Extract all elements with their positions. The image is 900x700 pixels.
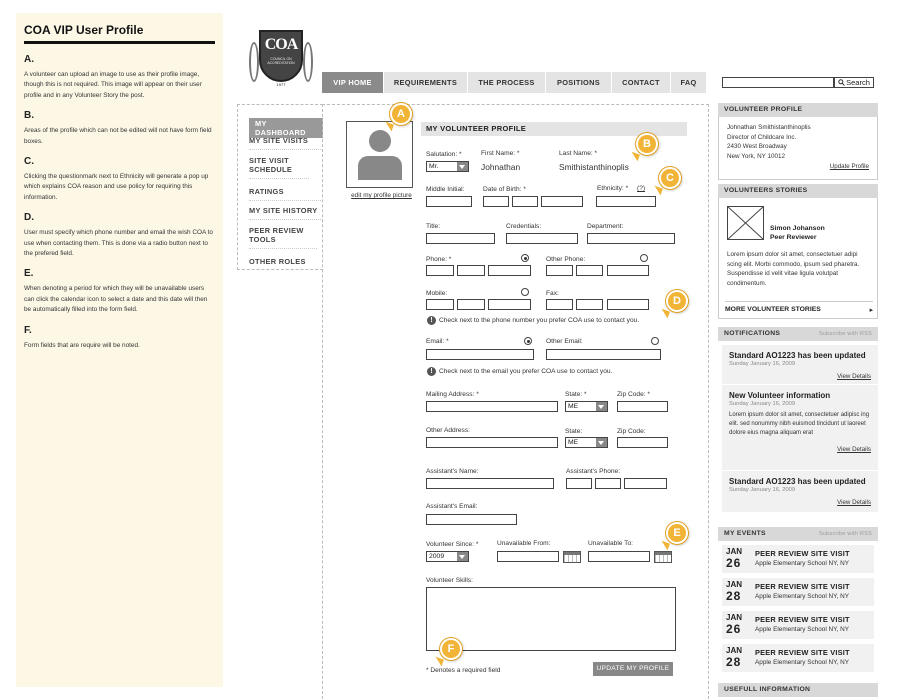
chevron-right-icon: ▸: [869, 307, 873, 314]
notification-title: Standard AO1223 has been updated: [729, 477, 866, 486]
event-item[interactable]: [722, 545, 874, 573]
assistant-name-input[interactable]: [426, 478, 554, 489]
calendar-icon[interactable]: [563, 551, 581, 563]
marker-letter: B: [643, 138, 651, 150]
note-letter: E.: [24, 268, 34, 280]
email-note: Check next to the email you prefer COA use to contact you.: [439, 368, 613, 375]
volunteer-stories-header: VOLUNTEERS STORIES: [718, 184, 878, 198]
rss-link[interactable]: Subscribe with RSS: [818, 531, 872, 537]
note-letter: A.: [24, 54, 34, 65]
other-email-input[interactable]: [546, 349, 661, 360]
search-icon: [838, 79, 845, 86]
skills-textarea[interactable]: [426, 587, 676, 651]
phone-prefix-input[interactable]: [457, 265, 485, 276]
other-state-select[interactable]: [565, 437, 608, 448]
note-c: [24, 156, 215, 203]
assistant-phone-line-input[interactable]: [624, 478, 667, 489]
other-phone-line-input[interactable]: [607, 265, 649, 276]
middle-initial-input[interactable]: [426, 196, 472, 207]
volunteer-profile-box: [718, 103, 878, 180]
assistant-phone-prefix-input[interactable]: [595, 478, 621, 489]
title-label: Title:: [426, 223, 441, 230]
profile-line: New York, NY 10012: [727, 152, 785, 160]
event-item[interactable]: [722, 644, 874, 672]
mobile-radio[interactable]: [521, 288, 529, 296]
salutation-select[interactable]: [426, 161, 469, 172]
mailing-state-label: State: *: [565, 391, 587, 398]
ethnicity-input[interactable]: [596, 196, 656, 207]
ethnicity-help-link[interactable]: (?): [637, 185, 646, 192]
view-details-link[interactable]: View Details: [837, 373, 871, 380]
dob-month-input[interactable]: [483, 196, 509, 207]
credentials-input[interactable]: [506, 233, 578, 244]
note-text: Form fields that are require will be noted.: [24, 341, 140, 349]
assistant-phone-label: Assistant's Phone:: [566, 468, 621, 475]
sidebar-item-my-site-history[interactable]: MY SITE HISTORY: [249, 206, 323, 220]
annotation-marker-b: [636, 133, 658, 155]
notification-date: Sunday January 16, 2009: [729, 401, 796, 407]
event-month: JAN: [726, 646, 743, 655]
profile-line: Director of Childcare Inc.: [727, 133, 797, 141]
edit-profile-picture-link[interactable]: edit my profile picture: [351, 192, 412, 199]
phone-line-input[interactable]: [488, 265, 531, 276]
event-place: Apple Elementary School NY, NY: [755, 560, 850, 567]
unavailable-to-input[interactable]: [588, 551, 650, 562]
notifications-title: NOTIFICATIONS: [724, 330, 781, 337]
dob-year-input[interactable]: [541, 196, 583, 207]
other-phone-prefix-input[interactable]: [576, 265, 603, 276]
credentials-label: Credentials:: [506, 223, 542, 230]
phone-area-input[interactable]: [426, 265, 454, 276]
other-phone-radio[interactable]: [640, 254, 648, 262]
note-letter: D.: [24, 212, 34, 224]
sidebar-item-peer-review-tools[interactable]: PEER REVIEW TOOLS: [249, 226, 317, 249]
note-f: [24, 325, 215, 351]
other-zip-input[interactable]: [617, 437, 668, 448]
note-d: [24, 212, 215, 259]
notification-date: Sunday January 16, 2009: [729, 487, 796, 493]
notifications-header: [718, 327, 878, 341]
chevron-down-icon: [596, 402, 607, 411]
annotation-marker-c: [659, 167, 681, 189]
event-title: PEER REVIEW SITE VISIT: [755, 615, 850, 624]
sidebar-item-other-roles[interactable]: OTHER ROLES: [249, 257, 306, 266]
info-icon: !: [427, 316, 436, 325]
note-e: [24, 268, 215, 315]
chevron-down-icon: [596, 438, 607, 447]
event-day: 28: [726, 589, 742, 603]
unavailable-from-input[interactable]: [497, 551, 559, 562]
department-label: Department:: [587, 223, 624, 230]
phone-label: Phone: *: [426, 256, 452, 263]
middle-initial-label: Middle Initial:: [426, 186, 465, 193]
view-details-link[interactable]: View Details: [837, 446, 871, 453]
mailing-state-select[interactable]: [565, 401, 608, 412]
note-letter: B.: [24, 110, 34, 122]
coa-logo[interactable]: [249, 30, 313, 90]
info-icon: !: [427, 367, 436, 376]
marker-letter: F: [447, 643, 455, 655]
laurel-right-icon: [303, 42, 313, 82]
unavailable-from-label: Unavailable From:: [497, 540, 551, 547]
marker-letter: C: [666, 172, 674, 184]
other-email-radio[interactable]: [651, 337, 659, 345]
event-title: PEER REVIEW SITE VISIT: [755, 648, 850, 657]
assistant-phone-area-input[interactable]: [566, 478, 592, 489]
sidebar: [237, 104, 323, 270]
form-header: MY VOLUNTEER PROFILE: [421, 122, 687, 136]
state-value: ME: [568, 403, 579, 410]
other-address-label: Other Address:: [426, 427, 470, 434]
event-month: JAN: [726, 547, 743, 556]
mobile-area-input[interactable]: [426, 299, 454, 310]
fax-line-input[interactable]: [607, 299, 649, 310]
last-name-value: Smithistanthinoplis: [559, 162, 629, 172]
first-name-label: First Name: *: [481, 150, 520, 157]
sidebar-item-site-visit-schedule[interactable]: SITE VISIT SCHEDULE: [249, 156, 309, 179]
events-title: MY EVENTS: [724, 530, 766, 537]
top-nav: [322, 72, 707, 93]
note-text: User must specify which phone number and email the wish COA to use when contacting them. This is done via a radio button next to the prefered field.: [24, 229, 213, 258]
search-input[interactable]: [722, 77, 834, 88]
marker-letter: A: [397, 108, 405, 120]
state-value: ME: [568, 439, 579, 446]
event-place: Apple Elementary School NY, NY: [755, 626, 850, 633]
marker-letter: D: [673, 295, 681, 307]
mailing-address-input[interactable]: [426, 401, 558, 412]
marker-letter: E: [673, 527, 681, 539]
nav-vip-home[interactable]: VIP HOME: [322, 72, 384, 93]
email-input[interactable]: [426, 349, 534, 360]
event-place: Apple Elementary School NY, NY: [755, 659, 850, 666]
note-text: A volunteer can upload an image to use as their profile image, though this is not required. This image will appear on their user profile and in any Volunteer Story the post.: [24, 71, 202, 99]
other-phone-label: Other Phone:: [546, 256, 586, 263]
note-a: [24, 54, 215, 101]
annotation-title: COA VIP User Profile: [24, 23, 215, 44]
volunteer-since-label: Volunteer Since: *: [426, 541, 479, 548]
nav-the-process[interactable]: THE PROCESS: [468, 72, 546, 93]
search-button-label: Search: [846, 78, 870, 87]
event-month: JAN: [726, 613, 743, 622]
view-details-link[interactable]: View Details: [837, 499, 871, 506]
fax-label: Fax:: [546, 290, 559, 297]
notification-item: [722, 471, 878, 513]
note-letter: C.: [24, 156, 34, 168]
update-profile-button[interactable]: UPDATE MY PROFILE: [593, 662, 673, 676]
other-zip-label: Zip Code:: [617, 428, 646, 435]
volunteer-since-value: 2009: [429, 553, 445, 560]
event-day: 28: [726, 655, 742, 669]
phone-preferred-radio[interactable]: [521, 254, 529, 262]
volunteer-stories-body: [718, 198, 878, 319]
email-label: Email: *: [426, 338, 449, 345]
notifications-list: [718, 345, 878, 513]
title-input[interactable]: [426, 233, 495, 244]
search-button[interactable]: [834, 77, 874, 88]
avatar-body-icon: [358, 156, 402, 180]
event-day: 26: [726, 622, 742, 636]
image-placeholder-icon: [727, 206, 764, 240]
phone-note: Check next to the phone number you prefer COA use to contact you.: [439, 317, 640, 324]
email-preferred-radio[interactable]: [524, 337, 532, 345]
assistant-email-label: Assistant's Email:: [426, 503, 478, 510]
nav-faq[interactable]: FAQ: [671, 72, 707, 93]
assistant-email-input[interactable]: [426, 514, 517, 525]
notification-date: Sunday January 16, 2009: [729, 361, 796, 367]
notification-item: [722, 345, 878, 385]
nav-requirements[interactable]: REQUIREMENTS: [384, 72, 468, 93]
avatar-head-icon: [369, 130, 391, 152]
nav-contact[interactable]: CONTACT: [612, 72, 671, 93]
chevron-down-icon: [457, 162, 468, 171]
update-profile-link[interactable]: Update Profile: [829, 163, 869, 170]
other-phone-area-input[interactable]: [546, 265, 573, 276]
story-text: Lorem ipsum dolor sit amet, consectetuer adipi scing elit. Morbi commodo, ipsum sed pharetra. Suspendisse id velit vitae ligula volutpat condimentum.: [727, 251, 860, 287]
mobile-line-input[interactable]: [488, 299, 531, 310]
notification-title: Standard AO1223 has been updated: [729, 351, 866, 360]
profile-picture[interactable]: [346, 121, 413, 188]
other-address-input[interactable]: [426, 437, 558, 448]
logo-subtitle: COUNCIL ON ACCREDITATION: [267, 57, 295, 65]
logo-text: COA: [264, 36, 298, 53]
useful-info-header: USEFULL INFORMATION: [718, 683, 878, 697]
notification-text: Lorem ipsum dolor sit amet, consectetuer adipisc ing elit. sed nonummy nibh euismod tincidunt ut laoreet dolore eius magna aliquam erat: [729, 412, 870, 436]
more-stories-label: MORE VOLUNTEER STORIES: [725, 306, 821, 313]
story-author: Simon Johanson: [770, 225, 825, 232]
logo-year: 1977: [276, 82, 286, 87]
other-state-label: State:: [565, 428, 583, 435]
note-letter: F.: [24, 324, 32, 336]
event-title: PEER REVIEW SITE VISIT: [755, 549, 850, 558]
note-b: [24, 110, 215, 147]
annotation-panel: [16, 13, 223, 687]
mobile-prefix-input[interactable]: [457, 299, 485, 310]
event-day: 26: [726, 556, 742, 570]
notification-title: New Volunteer information: [729, 391, 831, 400]
fax-area-input[interactable]: [546, 299, 573, 310]
mailing-address-label: Mailing Address: *: [426, 391, 479, 398]
salutation-value: Mr.: [429, 163, 439, 170]
mailing-zip-label: Zip Code: *: [617, 391, 650, 398]
note-text: Areas of the profile which can not be edited will not have form field boxes.: [24, 127, 212, 145]
event-place: Apple Elementary School NY, NY: [755, 593, 850, 600]
events-header: [718, 527, 878, 541]
dob-label: Date of Birth: *: [483, 186, 526, 193]
sidebar-item-ratings[interactable]: RATINGS: [249, 187, 323, 201]
event-title: PEER REVIEW SITE VISIT: [755, 582, 850, 591]
unavailable-to-label: Unavailable To:: [588, 540, 633, 547]
volunteer-stories-box: [718, 184, 878, 319]
events-box: [718, 527, 878, 675]
profile-line: Johnathan Smithistanthinoplis: [727, 124, 811, 131]
volunteer-profile-header: VOLUNTEER PROFILE: [718, 103, 878, 117]
note-text: Clicking the questionmark next to Ethnicity will generate a pop up which explains COA reason and use policy for requiring this information.: [24, 173, 209, 201]
useful-info-box: [718, 683, 878, 697]
laurel-left-icon: [249, 42, 259, 82]
event-month: JAN: [726, 580, 743, 589]
skills-label: Volunteer Skills:: [426, 577, 473, 584]
calendar-icon[interactable]: [654, 551, 672, 563]
volunteer-since-select[interactable]: [426, 551, 469, 562]
note-text: When denoting a period for which they will be unavailable users can click the calendar icon to select a date and this date will then be automatically filled into the form field.: [24, 285, 208, 314]
last-name-label: Last Name: *: [559, 150, 598, 157]
more-stories-link[interactable]: [725, 301, 873, 314]
rss-link[interactable]: Subscribe with RSS: [818, 331, 872, 337]
chevron-down-icon: [457, 552, 468, 561]
ethnicity-label: Ethnicity: *: [597, 185, 629, 192]
event-item[interactable]: [722, 611, 874, 639]
sidebar-item-my-site-visits[interactable]: MY SITE VISITS: [249, 136, 323, 150]
annotation-marker-d: [666, 290, 688, 312]
nav-positions[interactable]: POSITIONS: [546, 72, 612, 93]
first-name-value: Johnathan: [481, 162, 521, 172]
profile-line: 2430 West Broadway: [727, 143, 787, 150]
department-input[interactable]: [587, 233, 675, 244]
notifications-box: [718, 327, 878, 513]
mobile-label: Mobile:: [426, 290, 448, 297]
annotation-marker-f: [440, 638, 462, 660]
assistant-name-label: Assistant's Name:: [426, 468, 479, 475]
fax-prefix-input[interactable]: [576, 299, 603, 310]
annotation-marker-e: [666, 522, 688, 544]
notification-item: [722, 385, 878, 471]
dob-day-input[interactable]: [512, 196, 538, 207]
salutation-label: Salutation: *: [426, 151, 462, 158]
annotation-marker-a: [390, 103, 412, 125]
mailing-zip-input[interactable]: [617, 401, 668, 412]
required-note: * Denotes a required field: [426, 667, 501, 674]
story-role: Peer Reviewer: [770, 234, 817, 241]
event-item[interactable]: [722, 578, 874, 606]
sidebar-item-my-dashboard[interactable]: MY DASHBOARD: [249, 118, 323, 138]
other-email-label: Other Email:: [546, 338, 583, 345]
volunteer-profile-body: [718, 117, 878, 180]
